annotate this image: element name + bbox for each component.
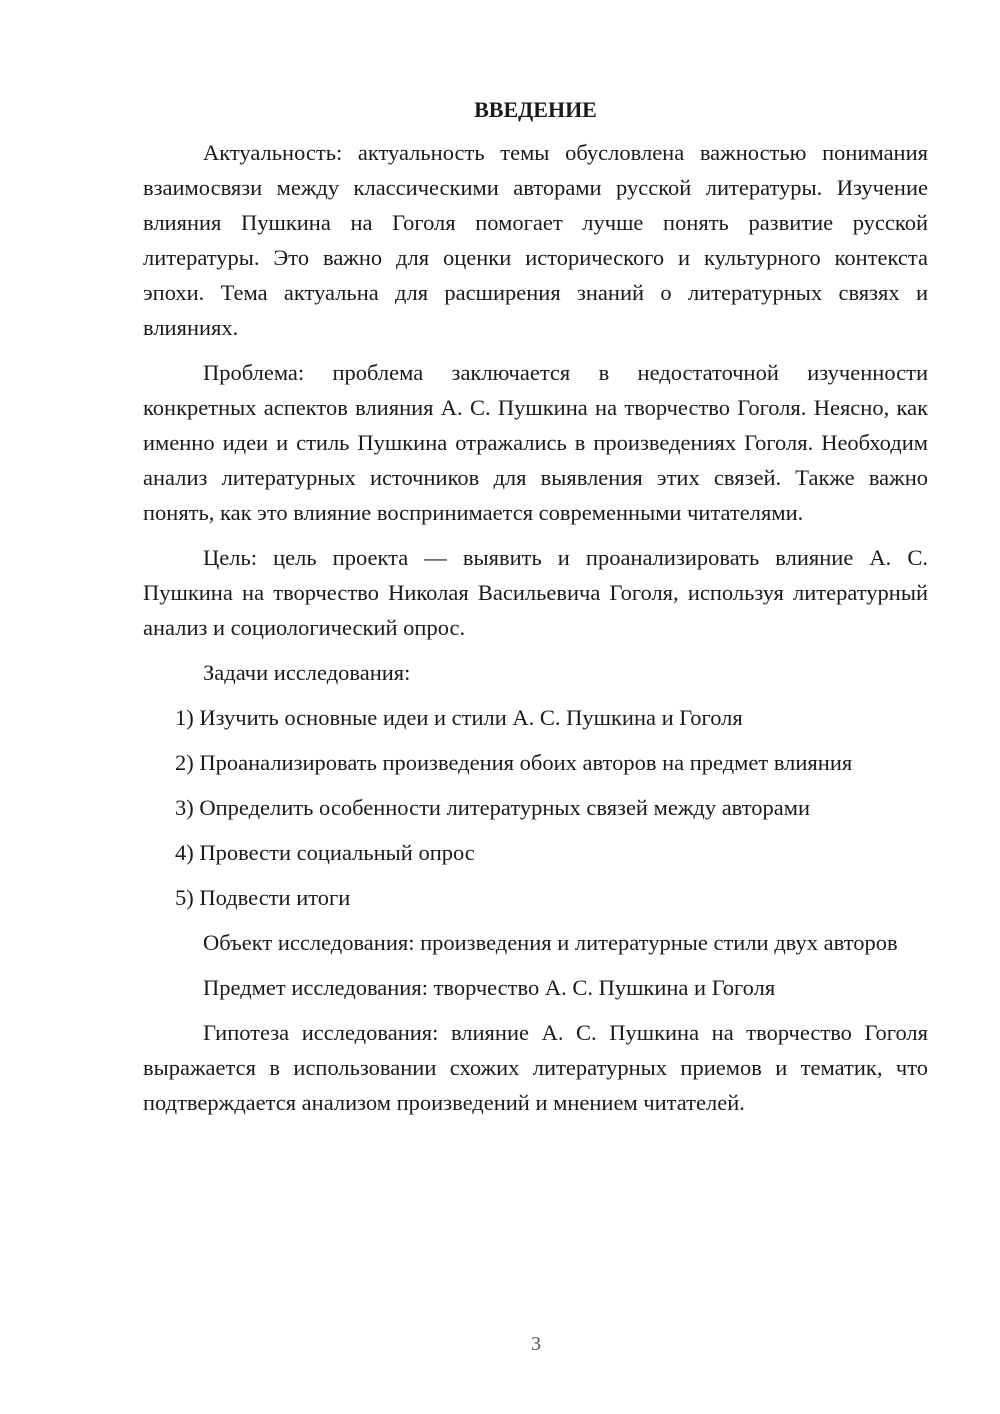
page-title: ВВЕДЕНИЕ <box>474 97 597 122</box>
paragraph-problem: Проблема: проблема заключается в недостаточной изученности конкретных аспектов влияния А. С. Пушкина на творчество Гоголя. Неясно, как именно идеи и стиль Пушкина отражались в произведениях Гоголя. Необходим анализ литературных источников для выявления этих связей. Также важно понять, как это влияние воспринимается современными читателями. <box>143 360 928 525</box>
tasks-list <box>143 700 928 915</box>
list-item: 5) Подвести итоги <box>175 885 351 910</box>
page-number: 3 <box>531 1333 541 1355</box>
paragraph-relevance: Актуальность: актуальность темы обусловлена важностью понимания взаимосвязи между классическими авторами русской литературы. Изучение влияния Пушкина на Гоголя помогает лучше понять развитие русской литературы. Это важно для оценки исторического и культурного контекста эпохи. Тема актуальна для расширения знаний о литературных связях и влияниях. <box>143 140 928 340</box>
paragraph-object: Объект исследования: произведения и литературные стили двух авторов <box>203 930 898 955</box>
document-page <box>143 92 928 1130</box>
list-item: 2) Проанализировать произведения обоих авторов на предмет влияния <box>175 750 853 775</box>
paragraph-goal: Цель: цель проекта — выявить и проанализировать влияние А. С. Пушкина на творчество Николая Васильевича Гоголя, используя литературный анализ и социологический опрос. <box>143 545 928 640</box>
list-item: 3) Определить особенности литературных связей между авторами <box>175 795 811 820</box>
list-item: 1) Изучить основные идеи и стили А. С. Пушкина и Гоголя <box>175 705 743 730</box>
paragraph-subject: Предмет исследования: творчество А. С. Пушкина и Гоголя <box>203 975 776 1000</box>
tasks-heading: Задачи исследования: <box>203 660 411 685</box>
paragraph-hypothesis: Гипотеза исследования: влияние А. С. Пушкина на творчество Гоголя выражается в использовании схожих литературных приемов и тематик, что подтверждается анализом произведений и мнением читателей. <box>143 1020 928 1115</box>
list-item: 4) Провести социальный опрос <box>175 840 475 865</box>
